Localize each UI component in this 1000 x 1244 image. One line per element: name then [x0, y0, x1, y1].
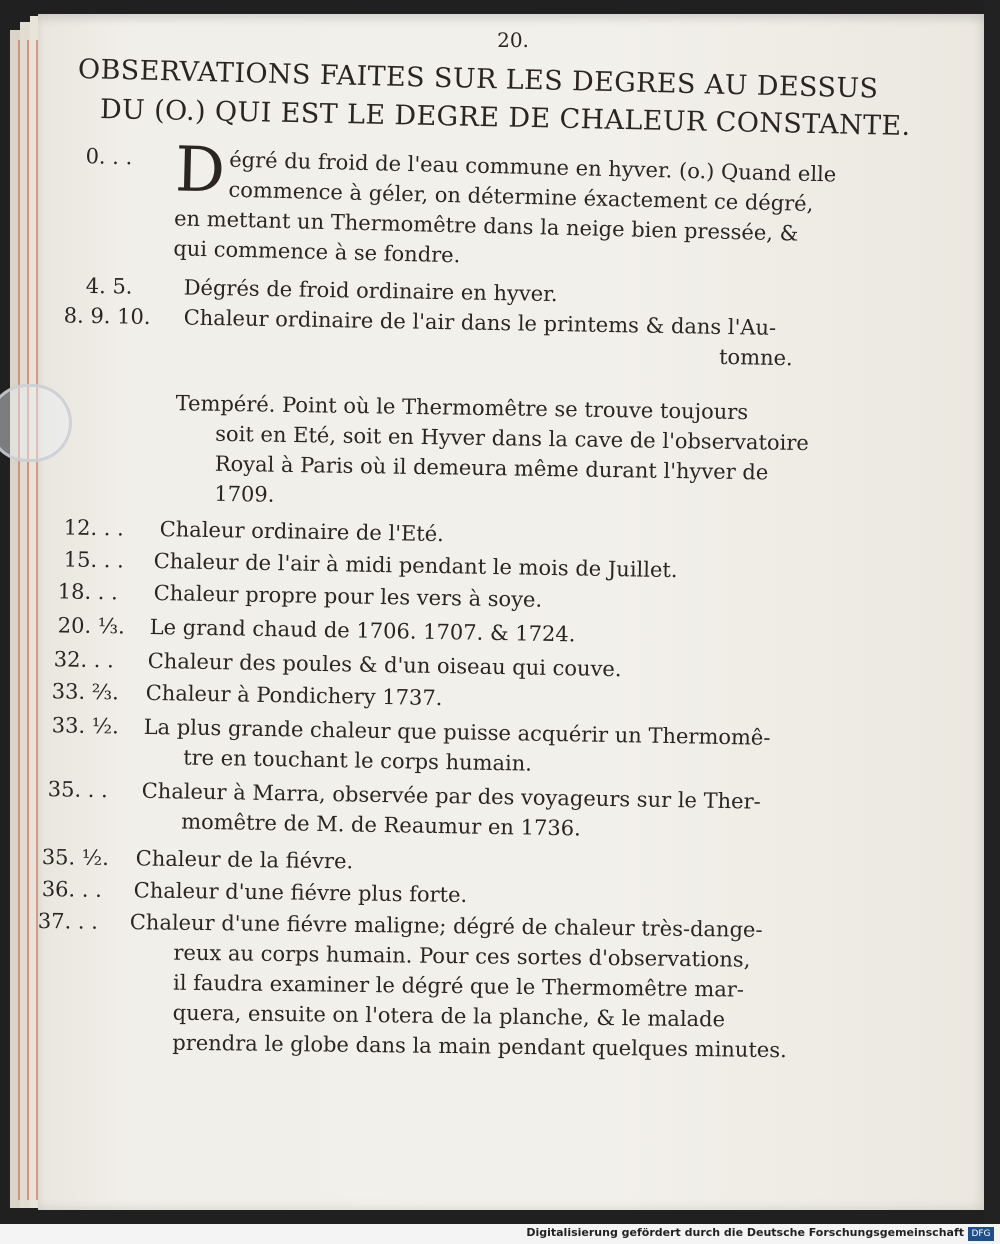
scan-border: [984, 0, 1000, 1230]
text-line: Chaleur d'une fiévre plus forte.: [133, 878, 468, 907]
list-item: [38, 842, 938, 874]
text-line: Le grand chaud de 1706. 1707. & 1724.: [149, 614, 576, 647]
text-line: égré du froid de l'eau commune en hyver. (o.) Quand elle: [229, 147, 837, 187]
degree-value: 36. . .: [41, 877, 103, 902]
degree-value: 20. ⅓.: [57, 613, 126, 639]
entry-text: [128, 907, 790, 1065]
text-line: momêtre de M. de Reaumur en 1736.: [180, 809, 581, 841]
document-page: [38, 14, 988, 1210]
text-line: Royal à Paris où il demeura même durant l'hyver de: [214, 451, 769, 485]
footer-bar: [0, 1224, 1000, 1244]
text-line: commence à géler, on détermine éxactement ce dégré,: [228, 177, 814, 216]
footer-credit: Digitalisierung gefördert durch die Deutsche Forschungsgemeinschaft: [526, 1226, 964, 1239]
degree-value: 15. . .: [63, 547, 125, 573]
degree-value: 8. 9. 10.: [63, 303, 151, 329]
list-item: [38, 132, 938, 268]
degree-value: 4. 5.: [85, 273, 133, 299]
text-line: Chaleur propre pour les vers à soye.: [153, 581, 543, 612]
text-line: en mettant un Thermomêtre dans la neige bien pressée, &: [173, 206, 799, 246]
degree-value: 0. . .: [85, 144, 133, 170]
text-line: Dégrés de froid ordinaire en hyver.: [183, 275, 558, 307]
text-line: Chaleur ordinaire de l'air dans le printems & dans l'Au-: [183, 305, 777, 340]
drop-cap: D: [174, 132, 226, 207]
degree-value: 35. ½.: [41, 845, 110, 870]
text-line: qui commence à se fondre.: [173, 236, 461, 268]
text-line: reux au corps humain. Pour ces sortes d'observations,: [173, 940, 751, 972]
text-line: Chaleur ordinaire de l'Eté.: [159, 517, 445, 547]
text-line: tre en touchant le corps humain.: [182, 745, 533, 776]
text-line: La plus grande chaleur que puisse acquérir un Thermomê-: [143, 714, 771, 750]
text-line: Chaleur de la fiévre.: [135, 846, 354, 874]
text-line: Chaleur à Marra, observée par des voyageurs sur le Ther-: [141, 778, 761, 814]
degree-value: 33. ½.: [51, 713, 120, 739]
entry-text: [141, 776, 802, 848]
text-line: Chaleur à Pondichery 1737.: [145, 680, 443, 711]
page-edge-mark: [27, 40, 29, 1200]
text-line: Chaleur des poules & d'un oiseau qui couve.: [147, 648, 622, 682]
dfg-logo: DFG: [968, 1227, 994, 1241]
page-title-line-2: DU (O.) QUI EST LE DEGRE DE CHALEUR CONSTANTE.: [99, 94, 911, 142]
text-line: Tempéré. Point où le Thermomêtre se trouve toujours: [175, 391, 749, 425]
entry-text: [174, 388, 836, 518]
degree-value: 35. . .: [47, 777, 109, 803]
degree-value: 33. ⅔.: [51, 679, 120, 705]
degree-value: 32. . .: [53, 647, 115, 673]
text-line: prendra le globe dans la main pendant quelques minutes.: [172, 1030, 787, 1063]
page-number: 20.: [497, 28, 529, 52]
text-line: Chaleur de l'air à midi pendant le mois de Juillet.: [153, 549, 678, 583]
degree-value: 18. . .: [57, 579, 119, 605]
text-line: tomne.: [718, 344, 793, 371]
degree-value: 12. . .: [63, 515, 125, 541]
text-line: 1709.: [214, 481, 275, 507]
text-line: Chaleur d'une fiévre maligne; dégré de chaleur très-dange-: [129, 910, 763, 942]
text-line: quera, ensuite on l'otera de la planche, & le malade: [172, 1000, 726, 1032]
entry-text: [173, 132, 837, 279]
entry-text: [183, 303, 844, 375]
list-item: [38, 386, 938, 507]
text-line: il faudra examiner le dégré que le Thermomêtre mar-: [172, 970, 745, 1002]
degree-value: 37. . .: [38, 908, 99, 934]
entry-text: [143, 712, 804, 784]
page-title-line-1: OBSERVATIONS FAITES SUR LES DEGRES AU DESSUS: [77, 54, 879, 105]
page-edge-mark: [18, 40, 20, 1200]
text-line: soit en Eté, soit en Hyver dans la cave de l'observatoire: [215, 421, 809, 456]
